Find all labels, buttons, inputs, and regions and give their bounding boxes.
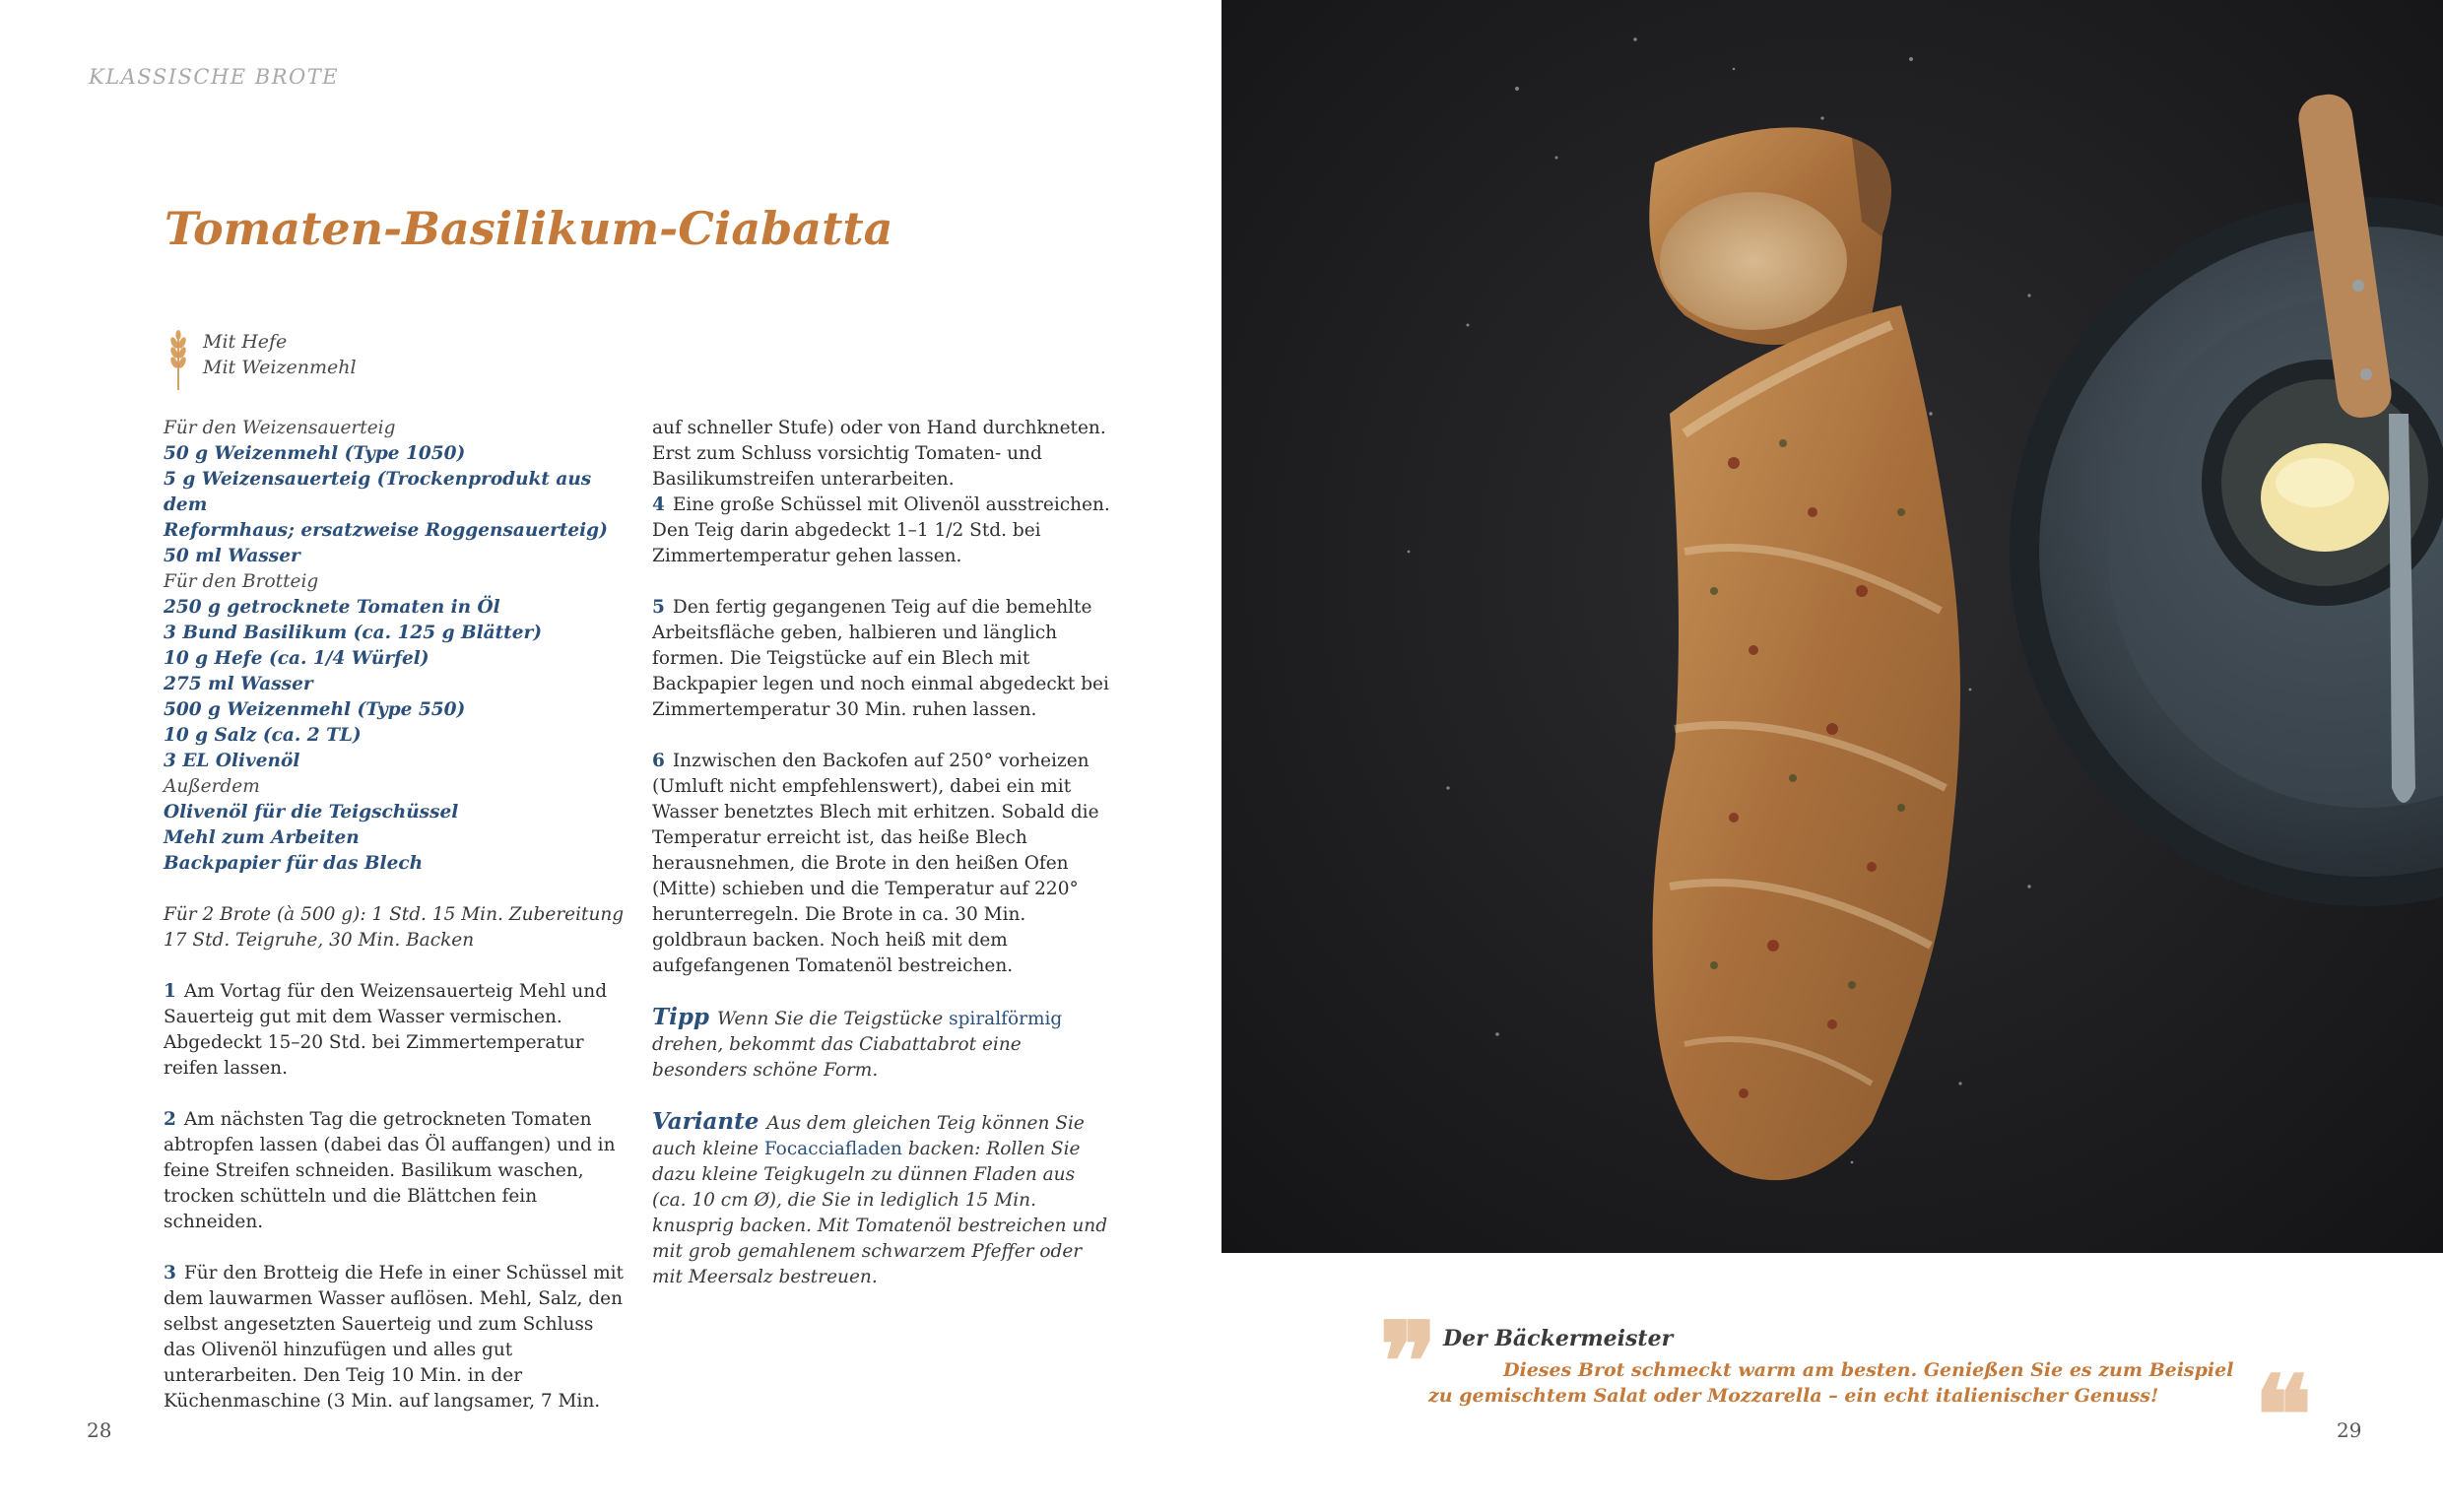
step-text: Am Vortag für den Weizensauerteig Mehl und Sauerteig gut mit dem Wasser vermischen. Abgedeckt 15–20 Std. bei Zimmertemperatur reifen lassen. xyxy=(164,981,608,1079)
ingredient-list xyxy=(164,416,627,877)
step-text: Eine große Schüssel mit Olivenöl ausstreichen. Den Teig darin abgedeckt 1–1 1/2 Std. bei Zimmertemperatur gehen lassen. xyxy=(652,494,1110,566)
step-number: 3 xyxy=(164,1263,176,1283)
ingredient-item: 3 EL Olivenöl xyxy=(164,751,300,771)
ingredient-item: 250 g getrocknete Tomaten in Öl xyxy=(164,597,500,618)
running-head: KLASSISCHE BROTE xyxy=(89,65,340,89)
variant-text-after: backen: Rollen Sie dazu kleine Teigkugeln zu dünnen Fladen aus (ca. 10 cm Ø), die Sie in lediglich 15 Min. knusprig backen. Mit Tomatenöl bestreichen und mit grob gemahlenem schwarzem Pfeffer oder mit Meersalz bestreuen. xyxy=(652,1139,1108,1287)
page-number-left: 28 xyxy=(87,1418,112,1442)
variant-label: Variante xyxy=(652,1108,759,1135)
ingredient-group-heading: Für den Weizensauerteig xyxy=(164,418,396,438)
tip-label: Tipp xyxy=(652,1004,710,1030)
tip-box xyxy=(652,1005,1113,1084)
ingredient-item: Olivenöl für die Teigschüssel xyxy=(164,802,459,822)
step-5 xyxy=(652,595,1113,723)
bread-end-piece xyxy=(1649,127,1891,345)
step-2 xyxy=(164,1107,627,1235)
badge-flour: Mit Weizenmehl xyxy=(203,357,357,378)
ingredient-item: 50 ml Wasser xyxy=(164,546,300,566)
tip-link: spiralförmig xyxy=(949,1009,1063,1029)
variant-box xyxy=(652,1109,1113,1290)
step-text: Inzwischen den Backofen auf 250° vorheizen (Umluft nicht empfehlenswert), dabei ein mit Wasser benetztes Blech mit erhitzen. Sobald die Temperatur erreicht ist, das heiße Blech herausnehmen, die Brote in den heißen Ofen (Mitte) schieben und die Temperatur auf 220° herunterregeln. Die Brote in ca. 30 Min. goldbraun backen. Noch heiß mit dem aufgefangenen Tomatenöl bestreichen. xyxy=(652,751,1099,976)
steps-column-1 xyxy=(164,979,627,1414)
tip-text-before: Wenn Sie die Teigstücke xyxy=(717,1009,944,1029)
bread-photo xyxy=(1222,0,2443,1253)
ingredient-item: 275 ml Wasser xyxy=(164,674,313,694)
page-number-right: 29 xyxy=(2337,1418,2362,1442)
ingredient-item: 5 g Weizensauerteig (Trockenprodukt aus dem xyxy=(164,469,592,515)
bread-illustration xyxy=(1222,0,2443,1253)
step-number: 2 xyxy=(164,1109,176,1130)
step-number: 4 xyxy=(652,494,665,515)
step-number: 5 xyxy=(652,597,665,618)
variant-text-before: Aus dem gleichen Teig können Sie auch kleine xyxy=(652,1113,1085,1159)
ingredient-item: Reformhaus; ersatzweise Roggensauerteig) xyxy=(164,520,608,541)
ingredient-item: 50 g Weizenmehl (Type 1050) xyxy=(164,443,466,464)
ingredient-item: 3 Bund Basilikum (ca. 125 g Blätter) xyxy=(164,623,542,643)
step-text: Den fertig gegangenen Teig auf die bemehlte Arbeitsfläche geben, halbieren und länglich formen. Die Teigstücke auf ein Blech mit Backpapier legen und noch einmal abgedeckt bei Zimmertemperatur 30 Min. ruhen lassen. xyxy=(652,597,1109,720)
step-text: Für den Brotteig die Hefe in einer Schüssel mit dem lauwarmen Wasser auflösen. Mehl, Salz, den selbst angesetzten Sauerteig und zum Schluss das Olivenöl hinzufügen und alles gut unterarbeiten. Den Teig 10 Min. in der Küchenmaschine (3 Min. auf langsamer, 7 Min. xyxy=(164,1263,624,1412)
ingredient-item: Backpapier für das Blech xyxy=(164,853,424,874)
steps-column-2 xyxy=(652,493,1113,979)
step-text: Am nächsten Tag die getrockneten Tomaten abtropfen lassen (dabei das Öl auffangen) und in feine Streifen schneiden. Basilikum waschen, trocken schütteln und die Blättchen fein schneiden. xyxy=(164,1109,616,1232)
ingredient-item: Mehl zum Arbeiten xyxy=(164,827,360,848)
variant-link: Focacciafladen xyxy=(763,1139,902,1159)
ingredient-group-heading: Außerdem xyxy=(164,776,260,797)
step-6 xyxy=(652,749,1113,979)
quote-author: Der Bäckermeister xyxy=(1443,1326,1674,1351)
wheat-icon xyxy=(164,329,193,392)
recipe-badges xyxy=(203,329,357,380)
quote-text: Dieses Brot schmeckt warm am besten. Genießen Sie es zum Beispiel zu gemischtem Salat oder Mozzarella – ein echt italienischer Genuss! xyxy=(1428,1359,2234,1407)
ingredient-item: 10 g Salz (ca. 2 TL) xyxy=(164,725,362,746)
step-3 xyxy=(164,1261,627,1414)
tip-text-after: drehen, bekommt das Ciabattabrot eine besonders schöne Form. xyxy=(652,1034,1022,1081)
step-number: 1 xyxy=(164,981,176,1002)
yield-info: Für 2 Brote (à 500 g): 1 Std. 15 Min. Zubereitung 17 Std. Teigruhe, 30 Min. Backen xyxy=(164,904,625,951)
text-column-2 xyxy=(652,416,1113,1290)
step-3-continued: auf schneller Stufe) oder von Hand durchkneten. Erst zum Schluss vorsichtig Tomaten- und Basilikumstreifen unterarbeiten. xyxy=(652,418,1106,490)
text-column-1 xyxy=(164,416,627,1414)
ingredient-group-heading: Für den Brotteig xyxy=(164,571,319,592)
step-4 xyxy=(652,493,1113,569)
ingredient-item: 500 g Weizenmehl (Type 550) xyxy=(164,699,466,720)
step-1 xyxy=(164,979,627,1082)
recipe-title: Tomaten-Basilikum-Ciabatta xyxy=(165,202,893,255)
quote-open-mark: ❞ xyxy=(1379,1298,1438,1425)
badge-yeast: Mit Hefe xyxy=(203,331,288,353)
quote-close-mark: ❝ xyxy=(2254,1351,2313,1479)
ingredient-item: 10 g Hefe (ca. 1/4 Würfel) xyxy=(164,648,429,669)
step-number: 6 xyxy=(652,751,665,771)
